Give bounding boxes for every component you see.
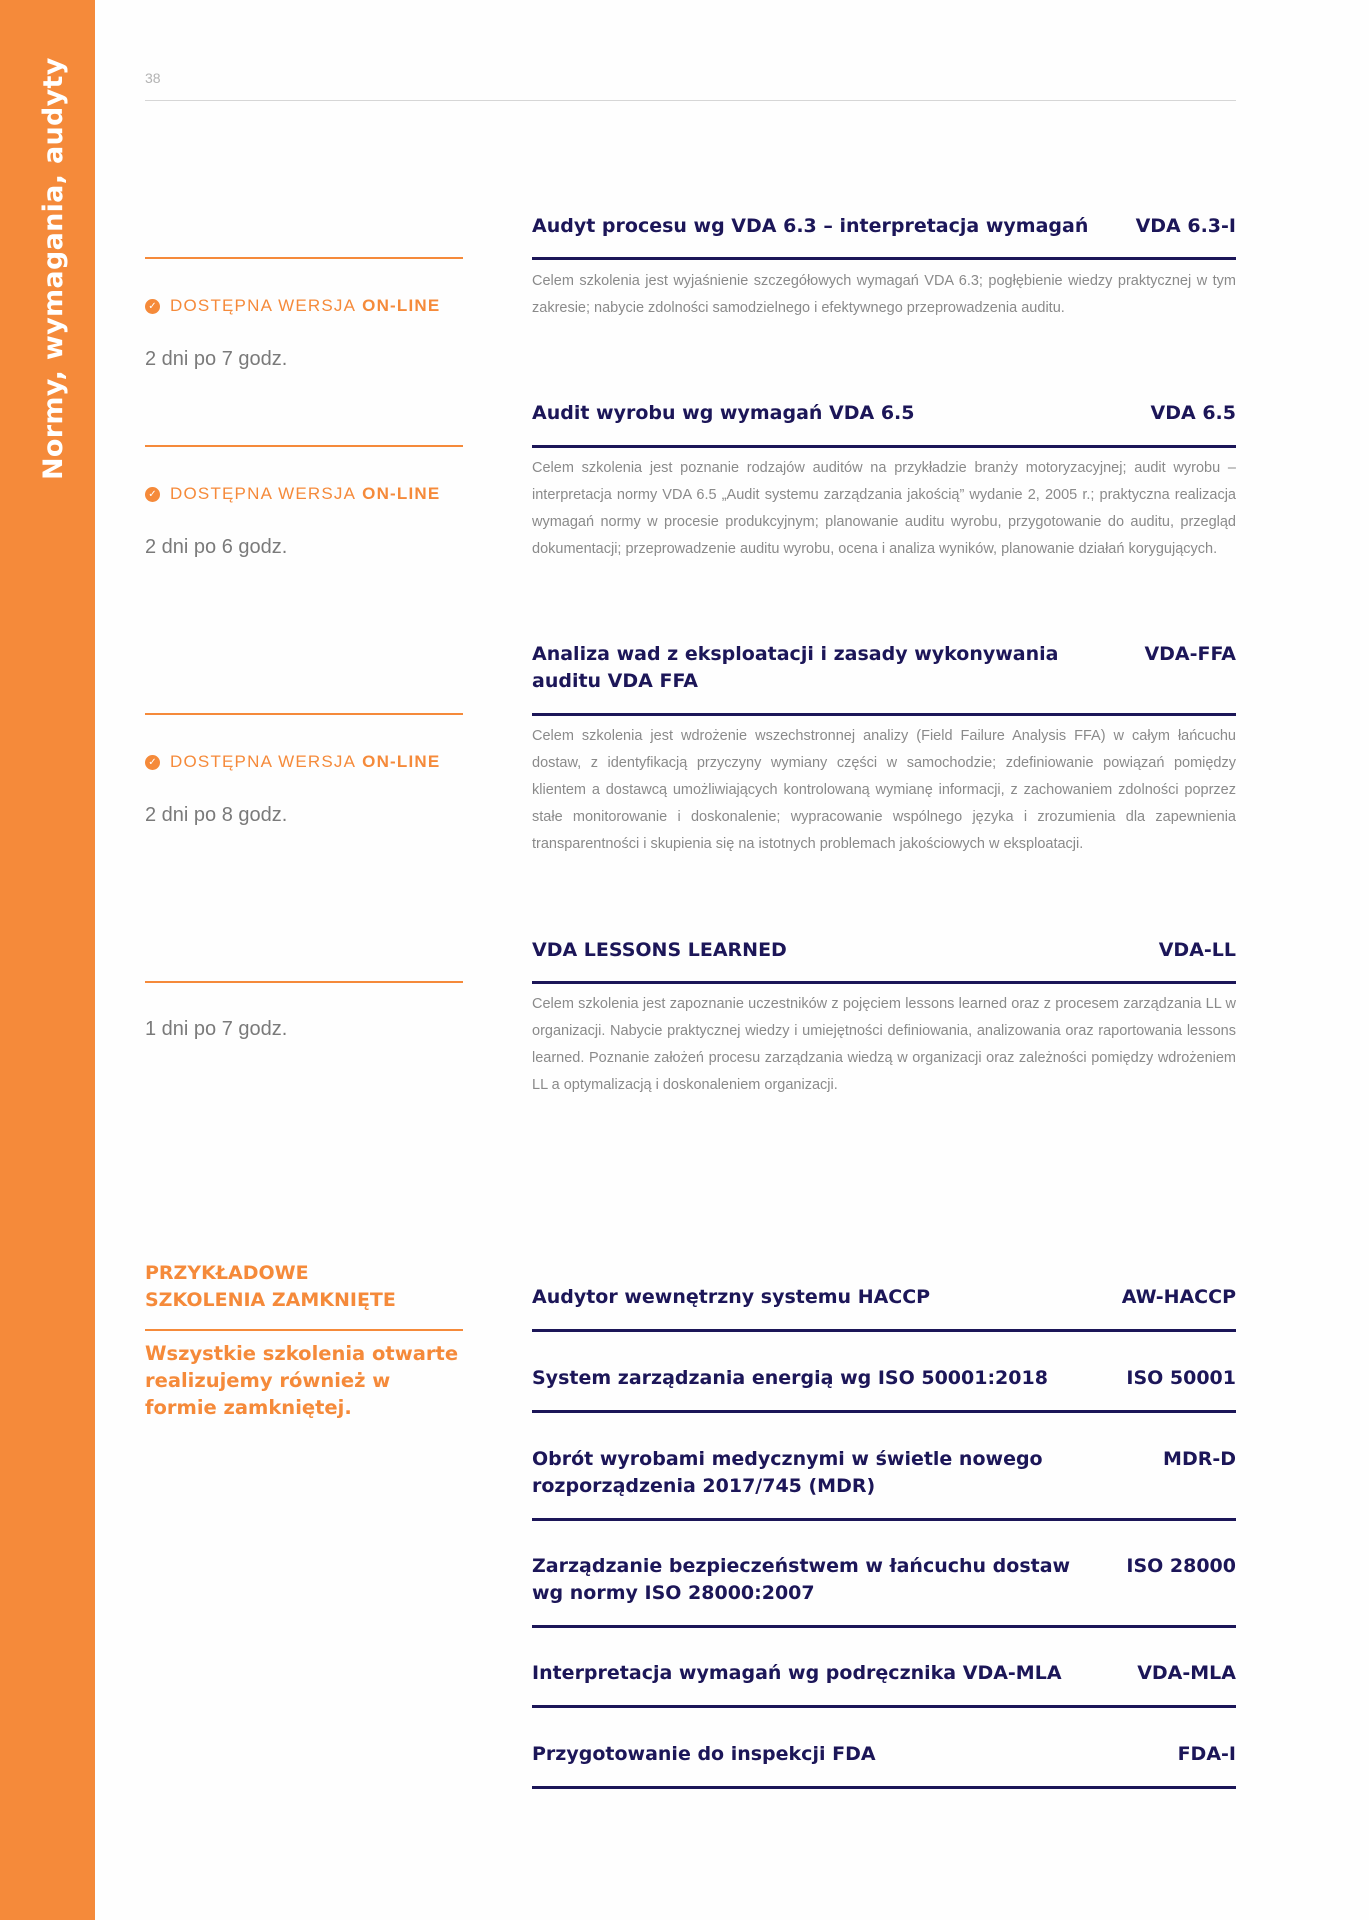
online-label-bold: ON-LINE: [362, 484, 441, 503]
course-divider-left: [145, 257, 463, 259]
closed-item-title: Audytor wewnętrzny systemu HACCP: [532, 1286, 931, 1308]
closed-item-title: System zarządzania energią wg ISO 50001:2018: [532, 1367, 1048, 1389]
section-title: Normy, wymagania, audyty: [38, 57, 69, 480]
header-divider: [145, 100, 1236, 101]
closed-item-header: [532, 1660, 1236, 1687]
course-code: VDA 6.3-I: [1135, 215, 1236, 237]
closed-item-code: ISO 28000: [1126, 1555, 1236, 1577]
check-circle-icon: ✓: [145, 487, 160, 502]
closed-item-code: MDR-D: [1163, 1448, 1236, 1470]
course-title: Audyt procesu wg VDA 6.3 – interpretacja wymagań: [532, 215, 1089, 237]
course-divider-left: [145, 713, 463, 715]
online-label-bold: ON-LINE: [362, 296, 441, 315]
sidebar: [0, 0, 95, 1920]
course-divider: [532, 713, 1236, 716]
closed-item-divider: [532, 1410, 1236, 1413]
course-description: Celem szkolenia jest wyjaśnienie szczegółowych wymagań VDA 6.3; pogłębienie wiedzy praktycznej w tym zakresie; nabycie zdolności samodzielnego i efektywnego przeprowadzenia auditu.: [532, 273, 1236, 316]
closed-item-divider: [532, 1705, 1236, 1708]
closed-item-header: [532, 1365, 1236, 1392]
closed-trainings-heading: [145, 1260, 463, 1314]
closed-item-divider: [532, 1625, 1236, 1628]
online-label: DOSTĘPNA WERSJA: [170, 752, 357, 771]
closed-item-code: VDA-MLA: [1137, 1662, 1236, 1684]
closed-item-code: AW-HACCP: [1121, 1286, 1236, 1308]
course-divider: [532, 257, 1236, 260]
online-badge: [145, 296, 440, 316]
online-badge: [145, 484, 440, 504]
course-header: [532, 213, 1236, 240]
closed-item-title: Zarządzanie bezpieczeństwem w łańcuchu dostaw wg normy ISO 28000:2007: [532, 1555, 1071, 1604]
page-number: 38: [145, 70, 161, 86]
course-code: VDA-FFA: [1144, 643, 1236, 665]
course-title: VDA LESSONS LEARNED: [532, 939, 787, 961]
closed-trainings-note: Wszystkie szkolenia otwarte realizujemy również w formie zamkniętej.: [145, 1342, 459, 1419]
course-description: Celem szkolenia jest zapoznanie uczestników z pojęciem lessons learned oraz z procesem zarządzania LL w organizacji. Nabycie praktycznej wiedzy i umiejętności definiowania, analizowania oraz raportowania lessons learned. Poznanie założeń procesu zarządzania wiedzą w organizacji oraz zależności pomiędzy wdrożeniem LL a optymalizacją i doskonaleniem organizacji.: [532, 996, 1236, 1093]
closed-item-divider: [532, 1786, 1236, 1789]
online-label-bold: ON-LINE: [362, 752, 441, 771]
closed-item-divider: [532, 1518, 1236, 1521]
closed-item-header: [532, 1741, 1236, 1768]
course-duration: 2 dni po 8 godz.: [145, 804, 288, 826]
closed-item-title: Obrót wyrobami medycznymi w świetle nowego rozporządzenia 2017/745 (MDR): [532, 1448, 1043, 1497]
online-badge: [145, 752, 440, 772]
course-divider-left: [145, 981, 463, 983]
course-divider: [532, 981, 1236, 984]
course-header: [532, 641, 1236, 695]
course-code: VDA-LL: [1158, 939, 1236, 961]
online-label: DOSTĘPNA WERSJA: [170, 484, 357, 503]
closed-heading-line: SZKOLENIA ZAMKNIĘTE: [145, 1289, 396, 1311]
closed-item-title: Interpretacja wymagań wg podręcznika VDA-MLA: [532, 1662, 1062, 1684]
course-description: Celem szkolenia jest poznanie rodzajów auditów na przykładzie branży motoryzacyjnej; audit wyrobu – interpretacja normy VDA 6.5 „Audit systemu zarządzania jakością” wydanie 2, 2005 r.; praktyczna realizacja wymagań normy w procesie produkcyjnym; planowanie auditu wyrobu, przygotowanie do auditu, przegląd dokumentacji; przeprowadzenie auditu wyrobu, ocena i analiza wyników, planowanie działań korygujących.: [532, 460, 1236, 557]
online-label: DOSTĘPNA WERSJA: [170, 296, 357, 315]
closed-item-header: [532, 1446, 1236, 1500]
course-divider: [532, 445, 1236, 448]
course-duration: 2 dni po 6 godz.: [145, 536, 288, 558]
closed-divider-left: [145, 1329, 463, 1331]
course-title: Analiza wad z eksploatacji i zasady wykonywania auditu VDA FFA: [532, 643, 1059, 692]
check-circle-icon: ✓: [145, 755, 160, 770]
course-divider-left: [145, 445, 463, 447]
course-code: VDA 6.5: [1150, 402, 1236, 424]
closed-item-code: ISO 50001: [1126, 1367, 1236, 1389]
course-title: Audit wyrobu wg wymagań VDA 6.5: [532, 402, 915, 424]
closed-item-code: FDA-I: [1177, 1743, 1236, 1765]
closed-item-title: Przygotowanie do inspekcji FDA: [532, 1743, 876, 1765]
course-header: [532, 937, 1236, 964]
closed-heading-line: PRZYKŁADOWE: [145, 1262, 309, 1284]
course-duration: 2 dni po 7 godz.: [145, 348, 288, 370]
check-circle-icon: ✓: [145, 299, 160, 314]
closed-item-header: [532, 1284, 1236, 1311]
course-header: [532, 400, 1236, 427]
closed-item-header: [532, 1553, 1236, 1607]
course-duration: 1 dni po 7 godz.: [145, 1018, 288, 1040]
closed-item-divider: [532, 1329, 1236, 1332]
course-description: Celem szkolenia jest wdrożenie wszechstronnej analizy (Field Failure Analysis FFA) w całym łańcuchu dostaw, z identyfikacją przyczyny wymiany części w samochodzie; zdefiniowanie powiązań pomiędzy klientem a dostawcą umożliwiających kontrolowaną wymianę informacji, z zachowaniem zdolności poprzez stałe monitorowanie i doskonalenie; wypracowanie wspólnego języka i zrozumienia dla zapewnienia transparentności i skupienia się na istotnych problemach jakościowych w eksploatacji.: [532, 728, 1236, 852]
